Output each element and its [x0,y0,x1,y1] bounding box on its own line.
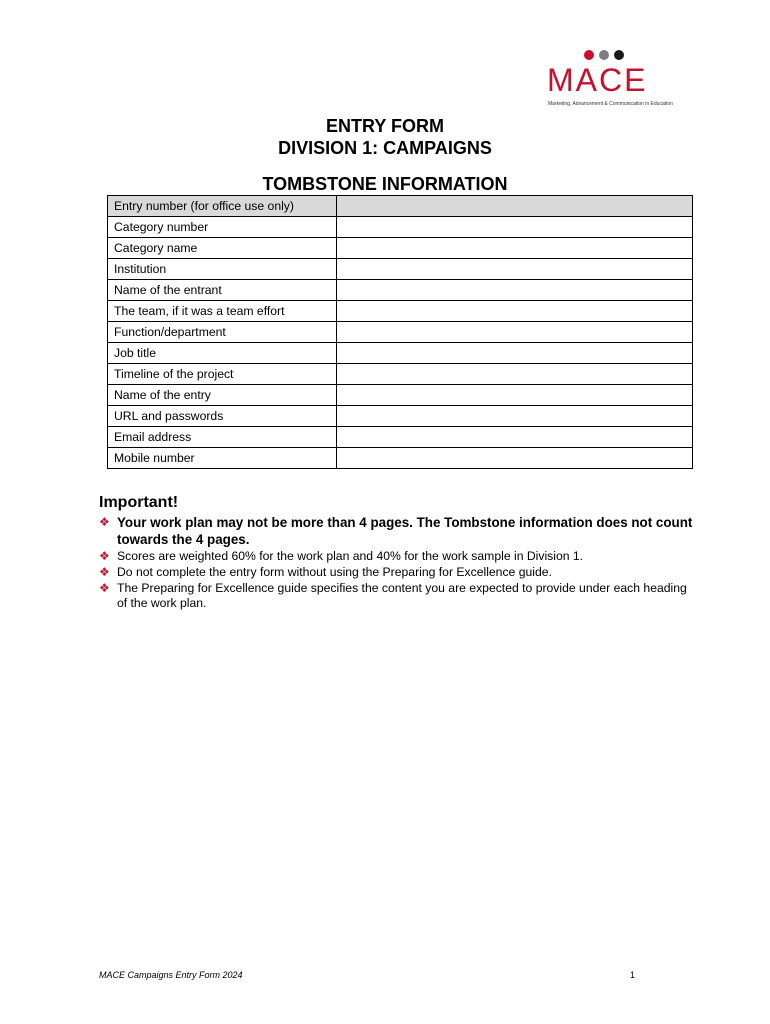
tombstone-row [108,385,693,406]
row-label: Institution [108,259,337,280]
row-label: The team, if it was a team effort [108,301,337,322]
row-value-field[interactable] [337,448,693,469]
logo-dot-grey [599,50,609,60]
footer-page-number: 1 [630,970,636,980]
tombstone-row [108,427,693,448]
row-label: Job title [108,343,337,364]
note-item [99,565,699,580]
diamond-bullet-icon: ❖ [99,565,110,579]
section-title: TOMBSTONE INFORMATION [262,174,508,194]
row-label: Name of the entry [108,385,337,406]
tombstone-row [108,343,693,364]
row-label: Timeline of the project [108,364,337,385]
row-value-field[interactable] [337,343,693,364]
tombstone-row [108,238,693,259]
note-item [99,581,699,611]
logo-tagline: Marketing, Advancement & Communication in Education [548,101,673,107]
row-value-field[interactable] [337,196,693,217]
form-title: ENTRY FORM [325,116,444,136]
logo-wordmark: MACE [547,62,648,98]
row-value-field[interactable] [337,322,693,343]
row-value-field[interactable] [337,238,693,259]
tombstone-row [108,364,693,385]
tombstone-row [108,406,693,427]
row-label: Mobile number [108,448,337,469]
tombstone-row [108,301,693,322]
row-label: URL and passwords [108,406,337,427]
note-text: Scores are weighted 60% for the work plan and 40% for the work sample in Division 1. [117,549,584,563]
row-value-field[interactable] [337,406,693,427]
row-value-field[interactable] [337,427,693,448]
diamond-bullet-icon: ❖ [99,581,110,595]
row-value-field[interactable] [337,301,693,322]
row-label: Category number [108,217,337,238]
logo-dot-black [614,50,624,60]
row-label: Function/department [108,322,337,343]
important-notes [99,514,699,612]
row-value-field[interactable] [337,259,693,280]
note-text: Your work plan may not be more than 4 pages. The Tombstone information does not count towards the 4 pages. [117,515,693,547]
note-item [99,549,699,564]
note-item [99,514,699,548]
logo-dot-red [584,50,594,60]
note-text: Do not complete the entry form without using the Preparing for Excellence guide. [117,565,552,579]
note-text: The Preparing for Excellence guide specifies the content you are expected to provide under each heading of the work plan. [117,581,687,610]
tombstone-row [108,259,693,280]
tombstone-row [108,196,693,217]
tombstone-row [108,448,693,469]
diamond-bullet-icon: ❖ [99,515,110,529]
row-value-field[interactable] [337,217,693,238]
row-label: Category name [108,238,337,259]
diamond-bullet-icon: ❖ [99,549,110,563]
tombstone-table [107,195,693,469]
row-label: Name of the entrant [108,280,337,301]
row-value-field[interactable] [337,280,693,301]
row-value-field[interactable] [337,385,693,406]
important-heading: Important! [99,494,179,511]
row-value-field[interactable] [337,364,693,385]
row-label: Entry number (for office use only) [108,196,337,217]
tombstone-row [108,217,693,238]
footer-document-name: MACE Campaigns Entry Form 2024 [99,970,243,980]
tombstone-row [108,322,693,343]
tombstone-row [108,280,693,301]
division-title: DIVISION 1: CAMPAIGNS [278,138,492,158]
row-label: Email address [108,427,337,448]
